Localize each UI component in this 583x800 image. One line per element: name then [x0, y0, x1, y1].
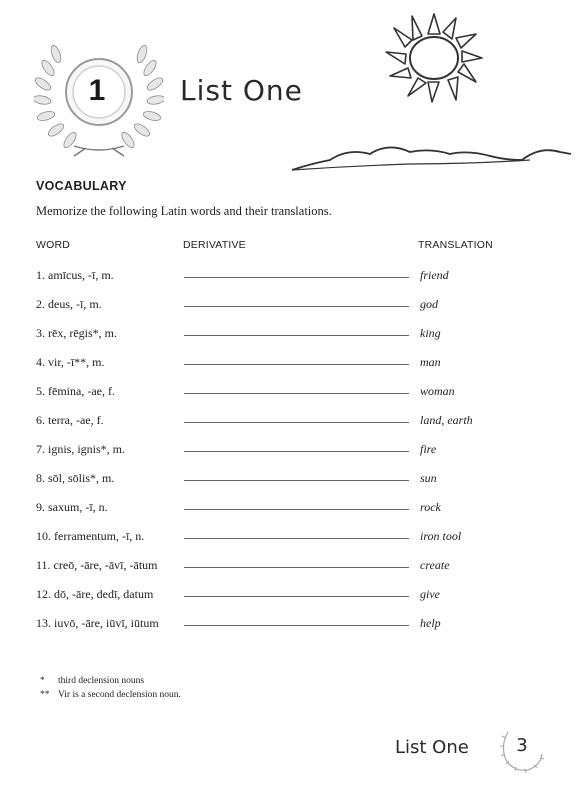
translation-text: god: [420, 297, 438, 311]
derivative-blank[interactable]: [184, 509, 409, 510]
derivative-blank[interactable]: [184, 277, 409, 278]
vocab-row: [0, 471, 583, 500]
sun-illustration: [384, 12, 484, 104]
translation-text: friend: [420, 268, 449, 282]
hills-illustration: [290, 138, 573, 178]
vocab-row: [0, 413, 583, 442]
translation-text: king: [420, 326, 441, 340]
vocab-row: [0, 384, 583, 413]
translation-text: land, earth: [420, 413, 473, 427]
latin-word: 11. creō, -āre, -āvī, -ātum: [36, 558, 158, 572]
translation-text: iron tool: [420, 529, 462, 543]
derivative-blank[interactable]: [184, 625, 409, 626]
latin-word: 1. amīcus, -ī, m.: [36, 268, 114, 282]
translation-text: help: [420, 616, 441, 630]
section-heading: VOCABULARY: [36, 179, 127, 193]
page-number: 3: [516, 735, 528, 756]
translation-text: woman: [420, 384, 455, 398]
derivative-blank[interactable]: [184, 364, 409, 365]
latin-word: 3. rēx, rēgis*, m.: [36, 326, 117, 340]
footnote: [40, 690, 181, 700]
translation-text: fire: [420, 442, 437, 456]
column-header-derivative: DERIVATIVE: [183, 239, 246, 251]
derivative-blank[interactable]: [184, 306, 409, 307]
vocab-row: [0, 587, 583, 616]
derivative-blank[interactable]: [184, 538, 409, 539]
column-header-word: WORD: [36, 239, 71, 251]
derivative-blank[interactable]: [184, 451, 409, 452]
footnote-text: Vir is a second declension noun.: [58, 690, 181, 700]
derivative-blank[interactable]: [184, 596, 409, 597]
derivative-blank[interactable]: [184, 480, 409, 481]
footnote: [40, 676, 144, 686]
vocab-row: [0, 355, 583, 384]
vocab-row: [0, 297, 583, 326]
page-title: List One: [180, 74, 303, 107]
translation-text: sun: [420, 471, 437, 485]
vocab-row: [0, 442, 583, 471]
vocab-row: [0, 326, 583, 355]
translation-text: man: [420, 355, 441, 369]
derivative-blank[interactable]: [184, 567, 409, 568]
footnote-text: third declension nouns: [58, 676, 145, 686]
vocab-row: [0, 268, 583, 297]
derivative-blank[interactable]: [184, 335, 409, 336]
translation-text: create: [420, 558, 450, 572]
latin-word: 4. vir, -ī**, m.: [36, 355, 105, 369]
instructions: Memorize the following Latin words and their translations.: [36, 204, 332, 218]
latin-word: 12. dō, -āre, dedī, datum: [36, 587, 154, 601]
vocab-row: [0, 529, 583, 558]
derivative-blank[interactable]: [184, 422, 409, 423]
vocab-row: [0, 558, 583, 587]
translation-text: give: [420, 587, 440, 601]
vocab-row: [0, 500, 583, 529]
latin-word: 9. saxum, -ī, n.: [36, 500, 108, 514]
latin-word: 5. fēmina, -ae, f.: [36, 384, 115, 398]
column-header-translation: TRANSLATION: [418, 239, 493, 251]
footer-title: List One: [395, 737, 469, 758]
latin-word: 10. ferramentum, -ī, n.: [36, 529, 145, 543]
vocab-row: [0, 616, 583, 645]
latin-word: 13. iuvō, -āre, iūvī, iūtum: [36, 616, 159, 630]
latin-word: 8. sōl, sōlis*, m.: [36, 471, 115, 485]
footnote-mark: **: [40, 690, 50, 700]
latin-word: 6. terra, -ae, f.: [36, 413, 104, 427]
footnote-mark: *: [40, 676, 45, 686]
derivative-blank[interactable]: [184, 393, 409, 394]
translation-text: rock: [420, 500, 441, 514]
list-number: 1: [88, 74, 106, 107]
latin-word: 2. deus, -ī, m.: [36, 297, 102, 311]
latin-word: 7. ignis, ignis*, m.: [36, 442, 126, 456]
